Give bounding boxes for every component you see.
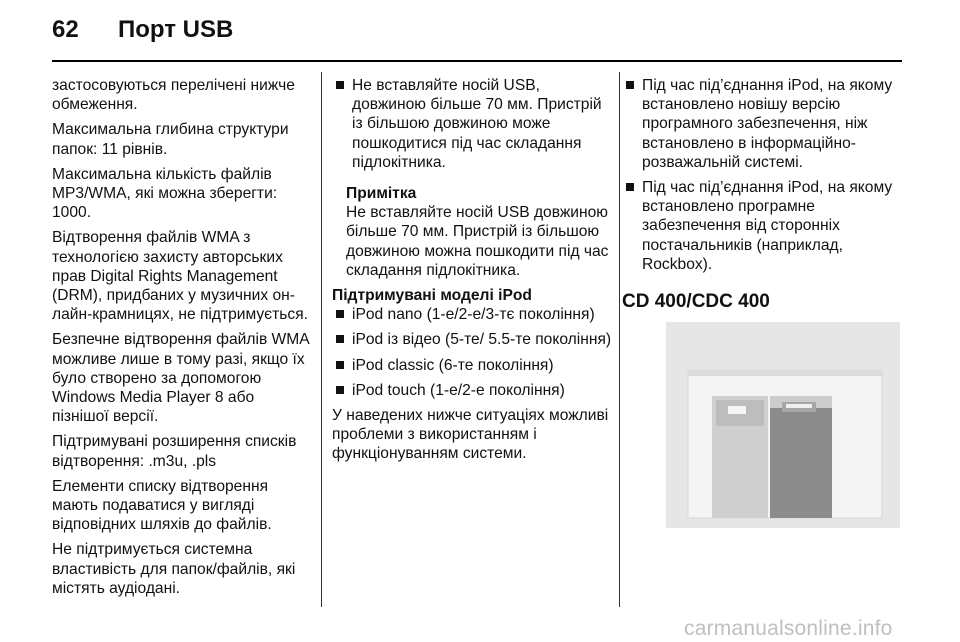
paragraph: застосовуються перелічені нижче обмеження. — [52, 77, 295, 114]
usb-port-illustration — [666, 322, 900, 528]
note-block — [346, 184, 612, 280]
header-rule — [52, 60, 902, 62]
bullet-square-icon — [626, 183, 634, 191]
bullet-text: Під час під’єднання iPod, на якому встановлено програмне забезпечення від сторонніх постачальників (наприклад, Rockbox). — [642, 179, 893, 273]
model-text: iPod classic (6-те покоління) — [352, 356, 554, 374]
paragraph: Безпечне відтворення файлів WMA можливе лише в тому разі, якщо їх було створено за допомогою Windows Media Player 8 або пізнішої версії. — [52, 331, 309, 426]
bullet-square-icon — [336, 81, 344, 89]
paragraph: Максимальна глибина структури папок: 11 рівнів. — [52, 121, 289, 158]
model-text: iPod touch (1-е/2-е покоління) — [352, 381, 565, 399]
page-header — [0, 0, 960, 62]
bullet-text: Під час під’єднання iPod, на якому встановлено новішу версію програмного забезпечення, ніж встановлено в інформаційно-розважальній системі. — [642, 77, 893, 171]
paragraph: Підтримувані розширення списків відтворення: .m3u, .pls — [52, 433, 297, 470]
column-divider-2 — [619, 72, 620, 607]
bullet-square-icon — [336, 386, 344, 394]
warning-bullet — [332, 76, 612, 172]
section-title: CD 400/CDC 400 — [622, 291, 770, 313]
usb-port-drawing — [666, 322, 900, 528]
bullet-square-icon — [626, 81, 634, 89]
column-2 — [332, 76, 612, 470]
paragraph: У наведених нижче ситуаціях можливі проблеми з використанням і функціонуванням системи. — [332, 407, 609, 463]
bullet-square-icon — [336, 310, 344, 318]
column-1 — [52, 76, 314, 604]
bullet-text: Не вставляйте носій USB, довжиною більше 70 мм. Пристрій із більшою довжиною може пошкодитися під час складання підлокітника. — [352, 77, 602, 171]
page-title: Порт USB — [118, 16, 234, 43]
paragraph: Максимальна кількість файлів MP3/WMA, які можна зберегти: 1000. — [52, 165, 278, 222]
paragraph: Елементи списку відтворення мають подаватися у вигляді відповідних шляхів до файлів. — [52, 477, 272, 534]
watermark: carmanualsonline.info — [684, 617, 893, 640]
model-item — [332, 330, 612, 349]
bullet-square-icon — [336, 361, 344, 369]
column-3 — [622, 76, 908, 311]
bullet-item — [622, 76, 908, 172]
paragraph: Не підтримується системна властивість для папок/файлів, які містять аудіодані. — [52, 541, 296, 597]
page-number: 62 — [52, 16, 79, 43]
model-text: iPod nano (1-е/2-е/3-тє покоління) — [352, 306, 595, 324]
section-heading: Підтримувані моделі iPod — [332, 287, 532, 305]
model-text: iPod із відео (5-те/ 5.5-те покоління) — [352, 331, 612, 349]
note-title: Примітка — [346, 185, 417, 203]
model-item — [332, 305, 612, 324]
model-item — [332, 356, 612, 375]
note-text: Не вставляйте носій USB довжиною більше 70 мм. Пристрій із більшою довжиною можна пошкодити під час складання підлокітника. — [346, 204, 609, 279]
column-divider-1 — [321, 72, 322, 607]
bullet-square-icon — [336, 335, 344, 343]
model-item — [332, 381, 612, 400]
paragraph: Відтворення файлів WMA з технологією захисту авторських прав Digital Rights Management (DRM), придбаних у музичних он-лайн-крамницях, не підтримується. — [52, 229, 308, 324]
bullet-item — [622, 178, 908, 274]
